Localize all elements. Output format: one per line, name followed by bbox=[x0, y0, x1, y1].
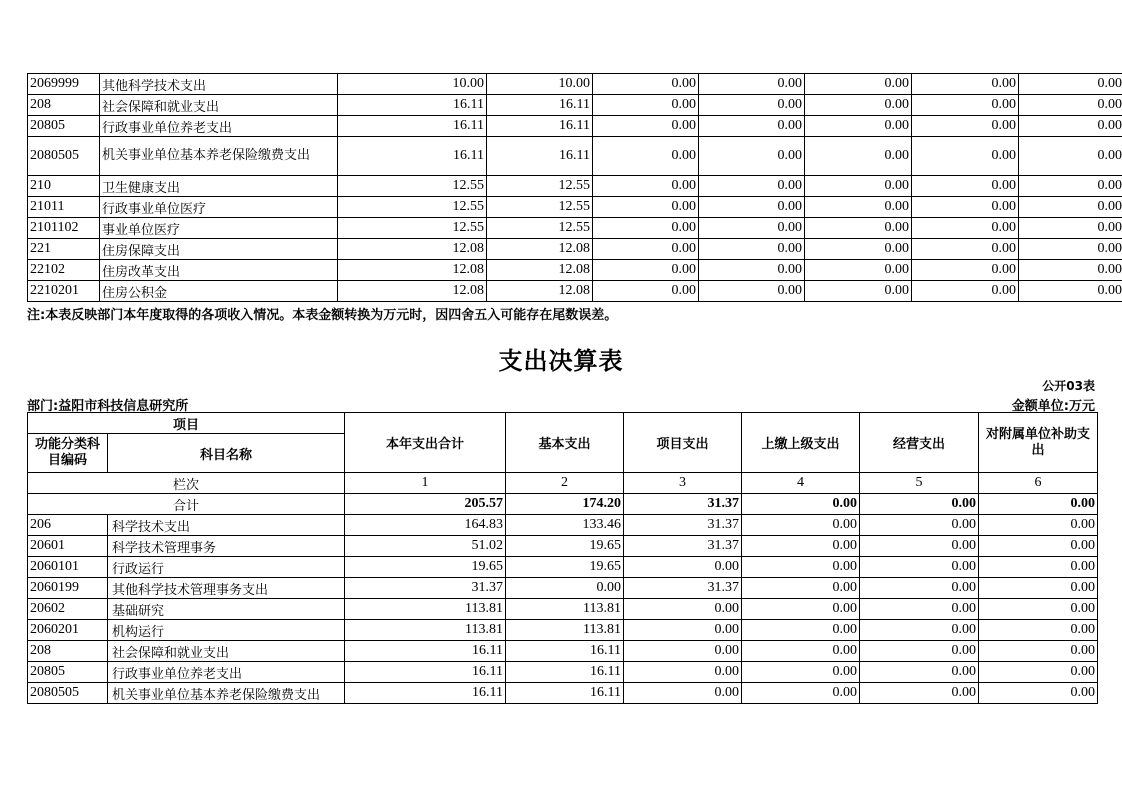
amount-cell: 0.00 bbox=[699, 197, 805, 218]
header-func-code: 功能分类科目编码 bbox=[28, 434, 108, 473]
amount-cell: 10.00 bbox=[487, 74, 593, 95]
subject-name: 社会保障和就业支出 bbox=[108, 641, 345, 662]
subject-code: 21011 bbox=[28, 197, 100, 218]
table-row bbox=[28, 536, 1098, 557]
amount-cell: 16.11 bbox=[345, 662, 506, 683]
amount-cell: 31.37 bbox=[624, 536, 742, 557]
column-num: 3 bbox=[624, 473, 742, 494]
amount-cell: 0.00 bbox=[979, 620, 1098, 641]
table-row bbox=[28, 620, 1098, 641]
subject-code: 22102 bbox=[28, 260, 100, 281]
table-row bbox=[28, 218, 1122, 239]
amount-cell: 31.37 bbox=[624, 515, 742, 536]
column-number-row bbox=[28, 473, 1098, 494]
subject-name: 社会保障和就业支出 bbox=[100, 95, 338, 116]
amount-cell: 16.11 bbox=[506, 662, 624, 683]
amount-cell: 133.46 bbox=[506, 515, 624, 536]
amount-cell: 164.83 bbox=[345, 515, 506, 536]
amount-cell: 0.00 bbox=[699, 116, 805, 137]
subject-name: 行政事业单位养老支出 bbox=[108, 662, 345, 683]
table-row bbox=[28, 74, 1122, 95]
amount-cell: 0.00 bbox=[624, 557, 742, 578]
amount-cell: 0.00 bbox=[742, 557, 860, 578]
amount-cell: 0.00 bbox=[742, 620, 860, 641]
amount-cell: 19.65 bbox=[345, 557, 506, 578]
amount-cell: 0.00 bbox=[1019, 218, 1122, 239]
amount-cell: 0.00 bbox=[860, 641, 979, 662]
amount-cell: 0.00 bbox=[1019, 137, 1122, 176]
amount-cell: 0.00 bbox=[742, 641, 860, 662]
header-business: 经营支出 bbox=[860, 413, 979, 473]
subject-name: 住房改革支出 bbox=[100, 260, 338, 281]
amount-cell: 0.00 bbox=[699, 95, 805, 116]
table-row bbox=[28, 239, 1122, 260]
amount-cell: 0.00 bbox=[979, 578, 1098, 599]
subject-code: 2060201 bbox=[28, 620, 108, 641]
amount-cell: 0.00 bbox=[1019, 116, 1122, 137]
table-row bbox=[28, 176, 1122, 197]
amount-cell: 16.11 bbox=[345, 683, 506, 704]
amount-cell: 0.00 bbox=[624, 620, 742, 641]
amount-cell: 0.00 bbox=[805, 197, 912, 218]
amount-cell: 0.00 bbox=[742, 536, 860, 557]
amount-cell: 0.00 bbox=[979, 662, 1098, 683]
subject-name: 事业单位医疗 bbox=[100, 218, 338, 239]
subject-name: 住房公积金 bbox=[100, 281, 338, 302]
amount-cell: 16.11 bbox=[338, 116, 487, 137]
subject-code: 2060199 bbox=[28, 578, 108, 599]
amount-cell: 0.00 bbox=[1019, 74, 1122, 95]
amount-cell: 0.00 bbox=[860, 620, 979, 641]
table-number: 公开03表 bbox=[1042, 379, 1095, 393]
amount-cell: 0.00 bbox=[742, 515, 860, 536]
table-row bbox=[28, 137, 1122, 176]
amount-cell: 10.00 bbox=[338, 74, 487, 95]
header-total: 本年支出合计 bbox=[345, 413, 506, 473]
subject-name: 住房保障支出 bbox=[100, 239, 338, 260]
amount-cell: 12.55 bbox=[487, 197, 593, 218]
column-num: 5 bbox=[860, 473, 979, 494]
amount-cell: 0.00 bbox=[860, 557, 979, 578]
total-value: 0.00 bbox=[979, 494, 1098, 515]
subject-name: 其他科学技术管理事务支出 bbox=[108, 578, 345, 599]
amount-cell: 51.02 bbox=[345, 536, 506, 557]
amount-cell: 0.00 bbox=[593, 260, 699, 281]
table-row bbox=[28, 116, 1122, 137]
amount-cell: 31.37 bbox=[345, 578, 506, 599]
amount-cell: 0.00 bbox=[805, 95, 912, 116]
amount-cell: 0.00 bbox=[805, 239, 912, 260]
table-row bbox=[28, 578, 1098, 599]
amount-cell: 0.00 bbox=[805, 137, 912, 176]
table-note: 注:本表反映部门本年度取得的各项收入情况。本表金额转换为万元时，因四舍五入可能存在尾数误差。 bbox=[27, 308, 618, 323]
amount-cell: 12.08 bbox=[338, 260, 487, 281]
amount-cell: 0.00 bbox=[742, 599, 860, 620]
amount-cell: 16.11 bbox=[345, 641, 506, 662]
subject-name: 卫生健康支出 bbox=[100, 176, 338, 197]
amount-cell: 0.00 bbox=[860, 599, 979, 620]
amount-cell: 0.00 bbox=[912, 260, 1019, 281]
subject-code: 2080505 bbox=[28, 683, 108, 704]
amount-cell: 0.00 bbox=[912, 116, 1019, 137]
subject-code: 208 bbox=[28, 641, 108, 662]
amount-cell: 0.00 bbox=[1019, 260, 1122, 281]
total-label: 合计 bbox=[28, 494, 345, 515]
amount-cell: 0.00 bbox=[624, 641, 742, 662]
page-title: 支出决算表 bbox=[498, 347, 624, 375]
header-upper: 上缴上级支出 bbox=[742, 413, 860, 473]
header-item: 项目 bbox=[28, 413, 345, 434]
amount-cell: 0.00 bbox=[912, 197, 1019, 218]
total-row bbox=[28, 494, 1098, 515]
amount-cell: 0.00 bbox=[593, 116, 699, 137]
amount-cell: 12.08 bbox=[487, 260, 593, 281]
column-num: 6 bbox=[979, 473, 1098, 494]
amount-cell: 0.00 bbox=[593, 74, 699, 95]
amount-cell: 0.00 bbox=[593, 95, 699, 116]
subject-code: 2101102 bbox=[28, 218, 100, 239]
amount-cell: 16.11 bbox=[506, 641, 624, 662]
subject-name: 科学技术支出 bbox=[108, 515, 345, 536]
amount-cell: 12.08 bbox=[487, 281, 593, 302]
amount-cell: 0.00 bbox=[912, 176, 1019, 197]
amount-cell: 0.00 bbox=[912, 137, 1019, 176]
amount-cell: 12.55 bbox=[487, 176, 593, 197]
header-project: 项目支出 bbox=[624, 413, 742, 473]
subject-name: 行政事业单位医疗 bbox=[100, 197, 338, 218]
column-num: 2 bbox=[506, 473, 624, 494]
amount-cell: 16.11 bbox=[487, 116, 593, 137]
amount-cell: 0.00 bbox=[860, 536, 979, 557]
amount-cell: 12.08 bbox=[338, 239, 487, 260]
column-label: 栏次 bbox=[28, 473, 345, 494]
amount-cell: 0.00 bbox=[742, 578, 860, 599]
amount-cell: 0.00 bbox=[979, 599, 1098, 620]
amount-cell: 0.00 bbox=[912, 239, 1019, 260]
subject-code: 210 bbox=[28, 176, 100, 197]
subject-code: 2069999 bbox=[28, 74, 100, 95]
column-num: 1 bbox=[345, 473, 506, 494]
amount-cell: 0.00 bbox=[912, 218, 1019, 239]
column-num: 4 bbox=[742, 473, 860, 494]
total-value: 0.00 bbox=[742, 494, 860, 515]
amount-cell: 0.00 bbox=[593, 239, 699, 260]
amount-cell: 0.00 bbox=[805, 74, 912, 95]
subject-name: 行政事业单位养老支出 bbox=[100, 116, 338, 137]
amount-cell: 12.55 bbox=[338, 176, 487, 197]
table-row bbox=[28, 662, 1098, 683]
total-value: 0.00 bbox=[860, 494, 979, 515]
subject-code: 20805 bbox=[28, 116, 100, 137]
amount-cell: 0.00 bbox=[1019, 197, 1122, 218]
amount-cell: 0.00 bbox=[624, 683, 742, 704]
table-row bbox=[28, 515, 1098, 536]
amount-cell: 16.11 bbox=[338, 95, 487, 116]
amount-cell: 0.00 bbox=[624, 599, 742, 620]
table-row bbox=[28, 557, 1098, 578]
amount-cell: 31.37 bbox=[624, 578, 742, 599]
amount-cell: 0.00 bbox=[593, 137, 699, 176]
subject-code: 208 bbox=[28, 95, 100, 116]
table-row bbox=[28, 683, 1098, 704]
subject-code: 206 bbox=[28, 515, 108, 536]
amount-cell: 0.00 bbox=[979, 641, 1098, 662]
subject-code: 20805 bbox=[28, 662, 108, 683]
department-label: 部门:益阳市科技信息研究所 bbox=[27, 399, 189, 414]
amount-cell: 0.00 bbox=[805, 281, 912, 302]
amount-cell: 0.00 bbox=[593, 197, 699, 218]
subject-code: 2060101 bbox=[28, 557, 108, 578]
total-value: 205.57 bbox=[345, 494, 506, 515]
amount-cell: 0.00 bbox=[979, 683, 1098, 704]
amount-cell: 0.00 bbox=[593, 176, 699, 197]
amount-cell: 0.00 bbox=[912, 95, 1019, 116]
amount-cell: 0.00 bbox=[805, 176, 912, 197]
amount-cell: 0.00 bbox=[742, 683, 860, 704]
subject-name: 机关事业单位基本养老保险缴费支出 bbox=[100, 137, 338, 176]
amount-cell: 0.00 bbox=[593, 218, 699, 239]
amount-cell: 0.00 bbox=[979, 515, 1098, 536]
amount-cell: 0.00 bbox=[912, 281, 1019, 302]
amount-cell: 0.00 bbox=[860, 683, 979, 704]
subject-name: 行政运行 bbox=[108, 557, 345, 578]
subject-name: 基础研究 bbox=[108, 599, 345, 620]
subject-code: 20602 bbox=[28, 599, 108, 620]
amount-cell: 12.55 bbox=[338, 197, 487, 218]
table-row bbox=[28, 599, 1098, 620]
subject-code: 2080505 bbox=[28, 137, 100, 176]
amount-cell: 19.65 bbox=[506, 536, 624, 557]
header-basic: 基本支出 bbox=[506, 413, 624, 473]
amount-cell: 0.00 bbox=[1019, 176, 1122, 197]
amount-cell: 113.81 bbox=[345, 620, 506, 641]
amount-cell: 0.00 bbox=[1019, 239, 1122, 260]
amount-cell: 0.00 bbox=[506, 578, 624, 599]
subject-code: 2210201 bbox=[28, 281, 100, 302]
subject-code: 20601 bbox=[28, 536, 108, 557]
amount-cell: 0.00 bbox=[699, 218, 805, 239]
amount-cell: 12.55 bbox=[338, 218, 487, 239]
table-row bbox=[28, 641, 1098, 662]
amount-cell: 113.81 bbox=[506, 599, 624, 620]
subject-name: 科学技术管理事务 bbox=[108, 536, 345, 557]
table-row bbox=[28, 281, 1122, 302]
amount-cell: 12.08 bbox=[338, 281, 487, 302]
amount-cell: 16.11 bbox=[487, 137, 593, 176]
income-table-continued bbox=[27, 73, 1122, 302]
header-subject-name: 科目名称 bbox=[108, 434, 345, 473]
amount-cell: 0.00 bbox=[699, 176, 805, 197]
amount-cell: 0.00 bbox=[699, 281, 805, 302]
total-value: 31.37 bbox=[624, 494, 742, 515]
table-row bbox=[28, 95, 1122, 116]
subject-code: 221 bbox=[28, 239, 100, 260]
amount-cell: 0.00 bbox=[742, 662, 860, 683]
amount-cell: 0.00 bbox=[979, 536, 1098, 557]
unit-label: 金额单位:万元 bbox=[1011, 399, 1095, 414]
amount-cell: 12.55 bbox=[487, 218, 593, 239]
header-subsidy: 对附属单位补助支出 bbox=[979, 413, 1098, 473]
amount-cell: 0.00 bbox=[912, 74, 1019, 95]
subject-name: 机构运行 bbox=[108, 620, 345, 641]
amount-cell: 0.00 bbox=[805, 260, 912, 281]
amount-cell: 16.11 bbox=[338, 137, 487, 176]
amount-cell: 0.00 bbox=[860, 578, 979, 599]
amount-cell: 0.00 bbox=[805, 116, 912, 137]
amount-cell: 0.00 bbox=[699, 239, 805, 260]
amount-cell: 0.00 bbox=[805, 218, 912, 239]
subject-name: 机关事业单位基本养老保险缴费支出 bbox=[108, 683, 345, 704]
total-value: 174.20 bbox=[506, 494, 624, 515]
amount-cell: 0.00 bbox=[624, 662, 742, 683]
amount-cell: 0.00 bbox=[699, 74, 805, 95]
amount-cell: 0.00 bbox=[860, 515, 979, 536]
amount-cell: 12.08 bbox=[487, 239, 593, 260]
amount-cell: 16.11 bbox=[487, 95, 593, 116]
amount-cell: 0.00 bbox=[593, 281, 699, 302]
amount-cell: 0.00 bbox=[860, 662, 979, 683]
amount-cell: 113.81 bbox=[345, 599, 506, 620]
amount-cell: 0.00 bbox=[1019, 281, 1122, 302]
table-row bbox=[28, 260, 1122, 281]
amount-cell: 113.81 bbox=[506, 620, 624, 641]
amount-cell: 19.65 bbox=[506, 557, 624, 578]
table-row bbox=[28, 197, 1122, 218]
amount-cell: 16.11 bbox=[506, 683, 624, 704]
subject-name: 其他科学技术支出 bbox=[100, 74, 338, 95]
amount-cell: 0.00 bbox=[979, 557, 1098, 578]
amount-cell: 0.00 bbox=[1019, 95, 1122, 116]
amount-cell: 0.00 bbox=[699, 137, 805, 176]
amount-cell: 0.00 bbox=[699, 260, 805, 281]
expense-table bbox=[27, 412, 1098, 704]
